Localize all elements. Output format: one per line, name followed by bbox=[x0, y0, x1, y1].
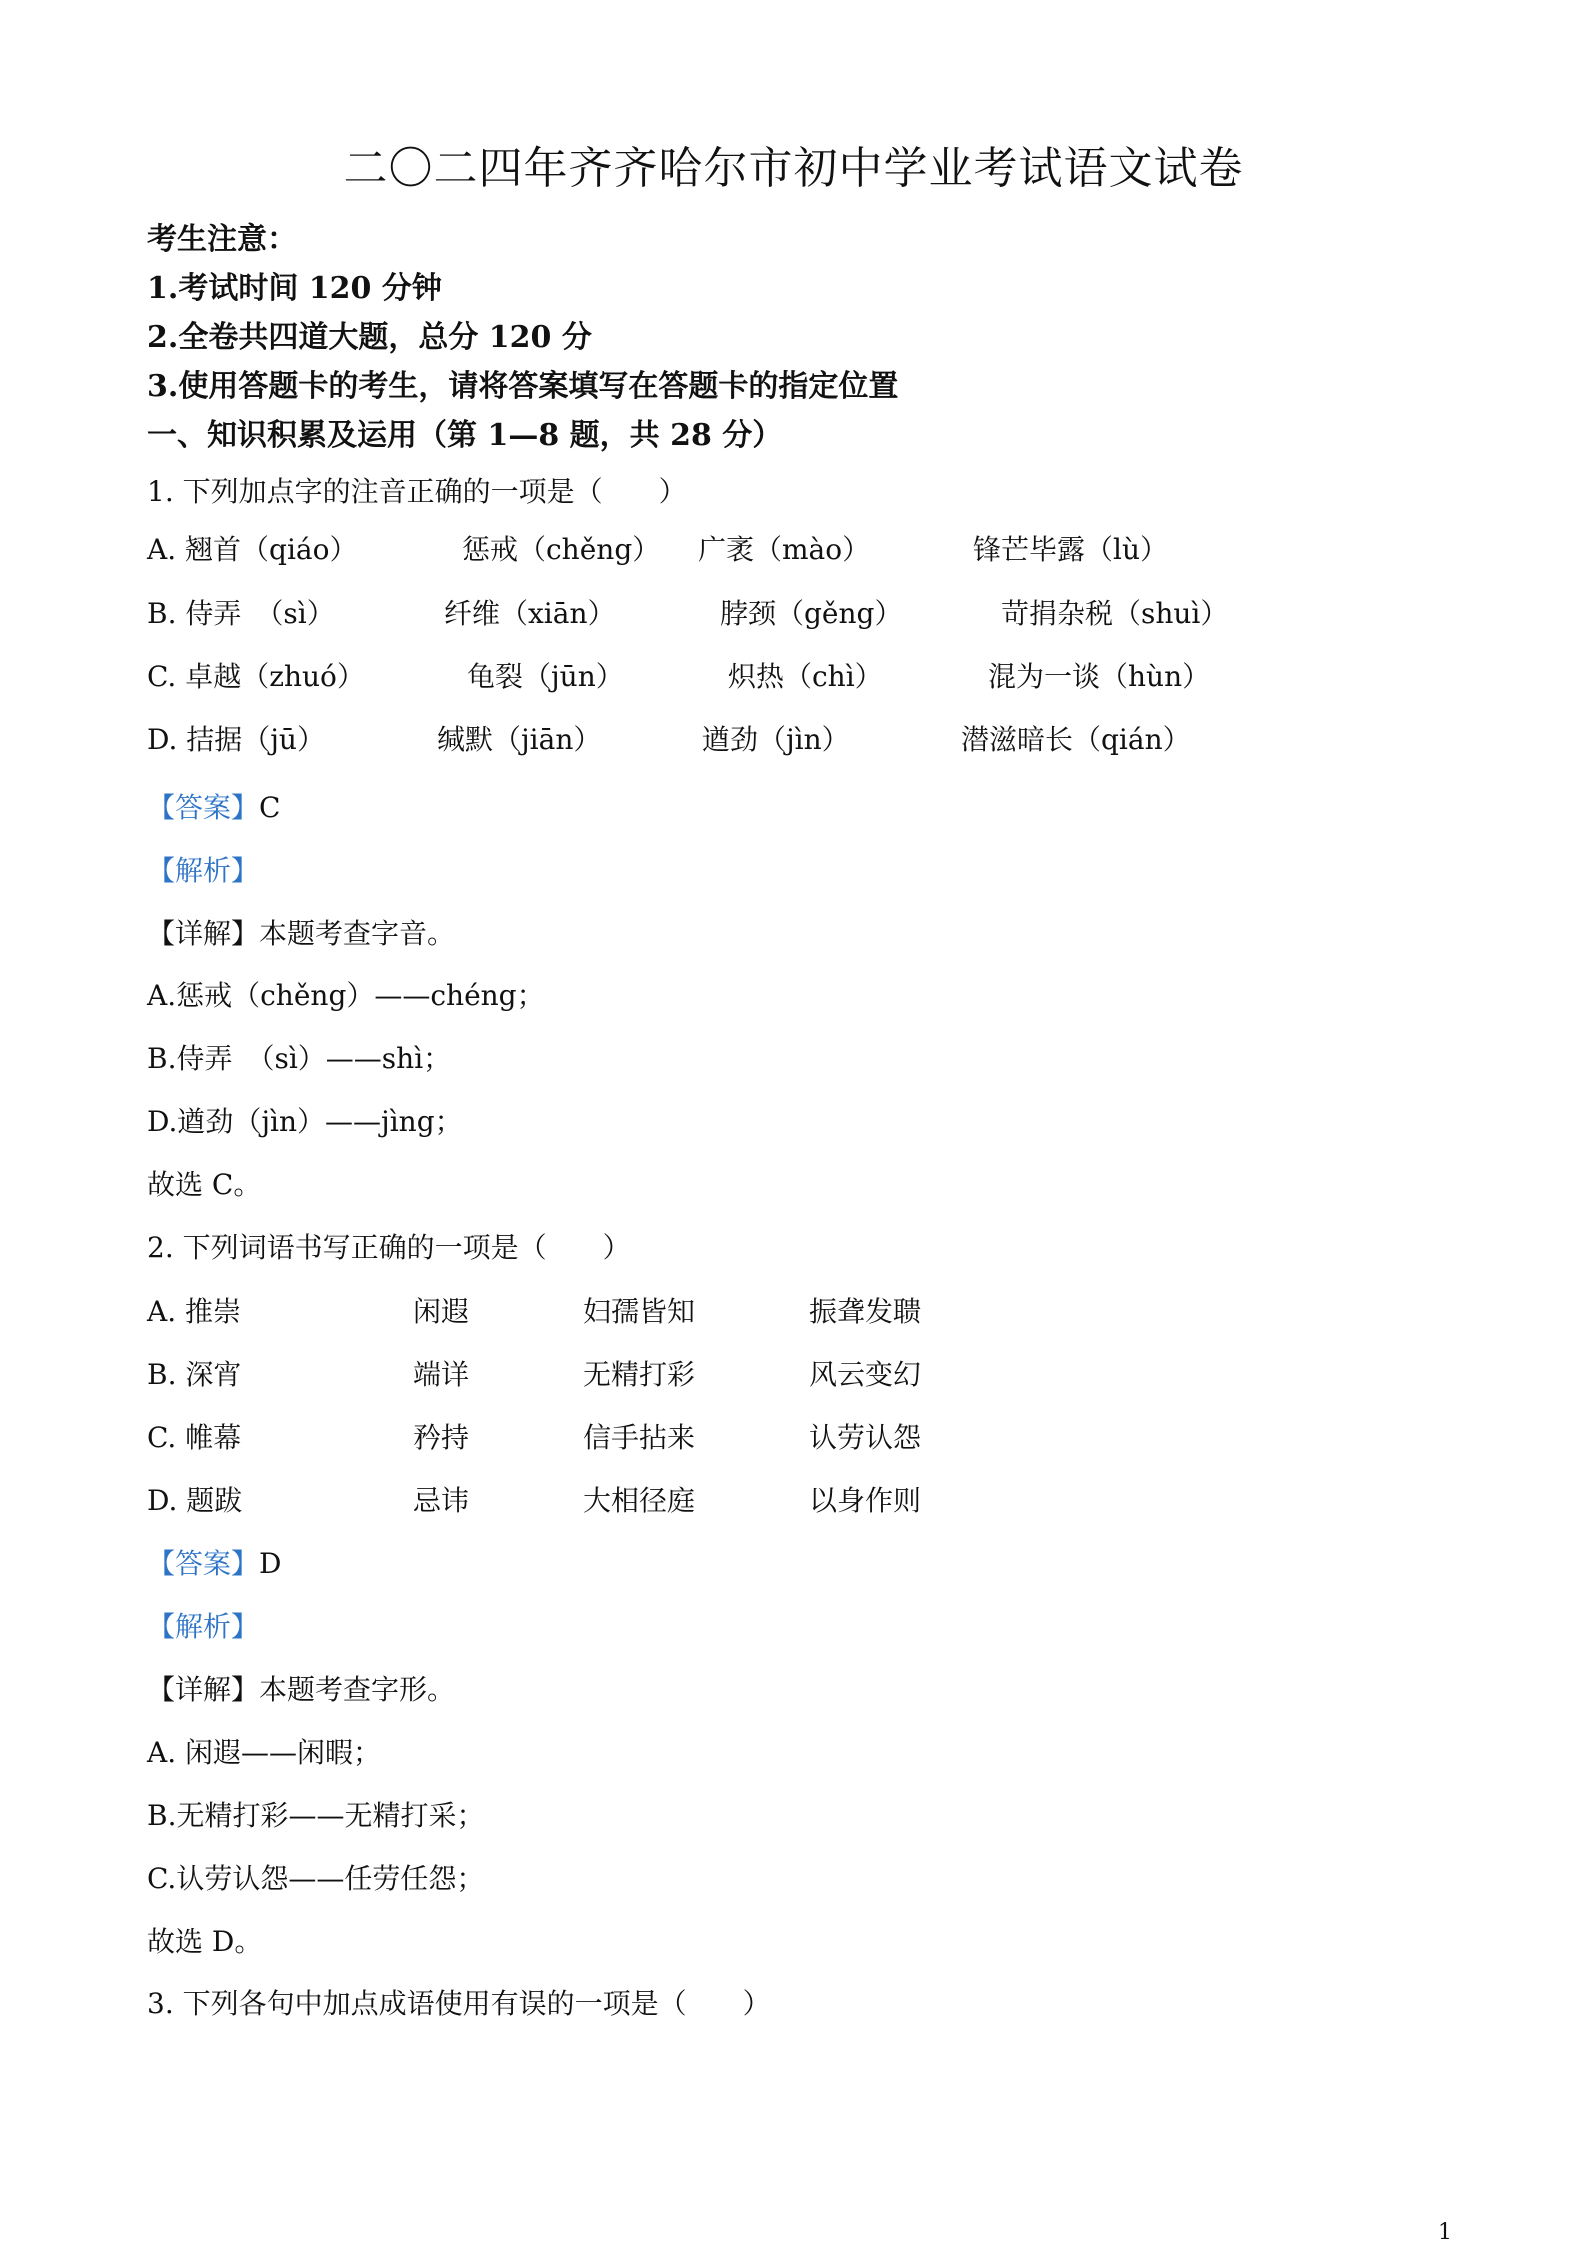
q2-option-b-3: 无精打彩 bbox=[583, 1358, 696, 1391]
q2-option-b-1: B. 深宵 bbox=[147, 1358, 242, 1391]
q2-option-d-3: 大相径庭 bbox=[583, 1484, 696, 1517]
q1-detail-line-1: A.惩戒（chěng）——chéng； bbox=[147, 979, 545, 1012]
q1-option-a-4: 锋芒毕露（lù） bbox=[973, 533, 1168, 566]
q3-stem: 3. 下列各句中加点成语使用有误的一项是（ ） bbox=[147, 1987, 771, 2020]
q2-option-a-3: 妇孺皆知 bbox=[583, 1295, 696, 1328]
q2-option-d-1: D. 题跋 bbox=[147, 1484, 243, 1517]
q2-stem: 2. 下列词语书写正确的一项是（ ） bbox=[147, 1231, 631, 1264]
q2-option-a-1: A. 推崇 bbox=[147, 1295, 242, 1328]
q2-option-d-2: 忌讳 bbox=[413, 1484, 470, 1517]
q1-conclusion: 故选 C。 bbox=[147, 1168, 262, 1201]
q1-option-c-1: C. 卓越（zhuó） bbox=[147, 660, 365, 693]
notice-heading: 考生注意： bbox=[147, 222, 297, 257]
q1-option-d-2: 缄默（jiān） bbox=[437, 723, 602, 756]
q2-option-a-2: 闲遐 bbox=[413, 1295, 470, 1328]
page-number: 1 bbox=[1438, 2220, 1452, 2245]
q1-detail: 【详解】本题考查字音。 bbox=[147, 917, 456, 950]
page-title: 二〇二四年齐齐哈尔市初中学业考试语文试卷 bbox=[343, 143, 1244, 194]
answer-value: D bbox=[259, 1547, 282, 1580]
q2-option-c-1: C. 帷幕 bbox=[147, 1421, 242, 1454]
q1-option-b-1: B. 侍弄 （sì） bbox=[147, 597, 335, 630]
q1-option-d-1: D. 拮据（jū） bbox=[147, 723, 325, 756]
q2-option-d-4: 以身作则 bbox=[809, 1484, 922, 1517]
q2-option-b-2: 端详 bbox=[413, 1358, 470, 1391]
notice-item-3: 3.使用答题卡的考生，请将答案填写在答题卡的指定位置 bbox=[147, 369, 899, 404]
q2-option-a-4: 振聋发聩 bbox=[809, 1295, 922, 1328]
answer-tag: 【答案】 bbox=[147, 1547, 260, 1580]
notice-item-1: 1.考试时间 120 分钟 bbox=[147, 271, 442, 306]
q1-option-c-3: 炽热（chì） bbox=[728, 660, 883, 693]
q1-option-c-4: 混为一谈（hùn） bbox=[988, 660, 1211, 693]
section-heading: 一、知识积累及运用（第 1—8 题，共 28 分） bbox=[147, 418, 783, 453]
answer-value: C bbox=[259, 791, 281, 824]
q2-analysis-tag: 【解析】 bbox=[147, 1610, 260, 1643]
q1-answer bbox=[147, 786, 280, 826]
q1-option-b-3: 脖颈（gěng） bbox=[720, 597, 903, 630]
q1-option-d-3: 遒劲（jìn） bbox=[702, 723, 850, 756]
q1-option-b-2: 纤维（xiān） bbox=[444, 597, 616, 630]
q2-detail-line-1: A. 闲遐——闲暇； bbox=[147, 1736, 382, 1769]
q1-detail-line-2: B.侍弄 （sì）——shì； bbox=[147, 1042, 452, 1075]
q2-option-c-4: 认劳认怨 bbox=[809, 1421, 922, 1454]
q1-option-a-1: A. 翘首（qiáo） bbox=[147, 533, 358, 566]
q1-option-c-2: 龟裂（jūn） bbox=[467, 660, 624, 693]
answer-tag: 【答案】 bbox=[147, 791, 260, 824]
q2-option-c-2: 矜持 bbox=[413, 1421, 470, 1454]
q2-detail: 【详解】本题考查字形。 bbox=[147, 1673, 456, 1706]
q1-stem: 1. 下列加点字的注音正确的一项是（ ） bbox=[147, 475, 687, 508]
q2-answer bbox=[147, 1542, 281, 1582]
q1-detail-line-3: D.遒劲（jìn）——jìng； bbox=[147, 1105, 463, 1138]
q2-option-b-4: 风云变幻 bbox=[809, 1358, 922, 1391]
notice-item-2: 2.全卷共四道大题，总分 120 分 bbox=[147, 320, 592, 355]
q2-detail-line-2: B.无精打彩——无精打采； bbox=[147, 1799, 485, 1832]
q2-option-c-3: 信手拈来 bbox=[583, 1421, 696, 1454]
q1-option-d-4: 潜滋暗长（qián） bbox=[961, 723, 1191, 756]
q1-option-b-4: 苛捐杂税（shuì） bbox=[1001, 597, 1229, 630]
q2-detail-line-3: C.认劳认怨——任劳任怨； bbox=[147, 1862, 485, 1895]
q2-conclusion: 故选 D。 bbox=[147, 1925, 263, 1958]
q1-option-a-3: 广袤（mào） bbox=[698, 533, 871, 566]
q1-option-a-2: 惩戒（chěng） bbox=[462, 533, 661, 566]
q1-analysis-tag: 【解析】 bbox=[147, 854, 260, 887]
